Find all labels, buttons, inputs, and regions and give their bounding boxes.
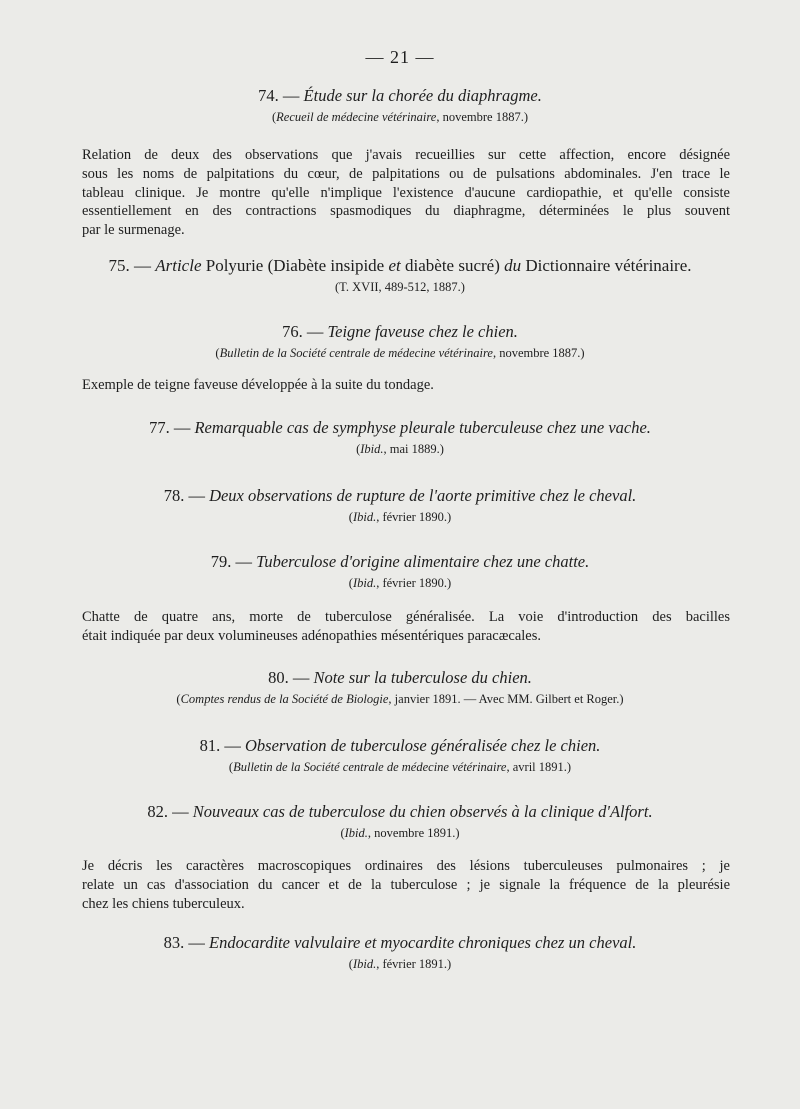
entry-title [0, 322, 800, 342]
entry-source: (Ibid., novembre 1891.) [340, 826, 460, 840]
entry-title-text: Remarquable cas de symphyse pleurale tuberculeuse chez une vache. [194, 418, 651, 437]
entry-74-body [82, 146, 730, 240]
page-number: — 21 — [365, 47, 435, 67]
body-line: sous les noms de palpitations du cœur, de palpitations ou de pulsations abdominales. J'en trace le [82, 165, 730, 182]
entry-76 [0, 322, 800, 361]
entry-title-text: Nouveaux cas de tuberculose du chien observés à la clinique d'Alfort. [192, 802, 653, 821]
entry-title: 75. — Article Polyurie (Diabète insipide et diabète sucré) du Dictionnaire vétérinaire. [108, 256, 692, 275]
entry-source: (Ibid., février 1891.) [348, 957, 452, 971]
entry-80 [0, 668, 800, 707]
body-line: tableau clinique. Je montre qu'elle n'implique l'existence d'aucune cardiopathie, et qu'elle consiste [82, 184, 730, 201]
entry-source: (Recueil de médecine vétérinaire, novembre 1887.) [271, 110, 529, 124]
entry-76-body [82, 376, 730, 395]
entry-source: (Ibid., mai 1889.) [356, 442, 444, 456]
entry-79-body [82, 608, 730, 646]
entry-title-text: Teigne faveuse chez le chien. [327, 322, 518, 341]
entry-74 [0, 86, 800, 125]
entry-title [0, 418, 800, 438]
entry-number: 77. — [149, 418, 191, 437]
entry-title-text: Note sur la tuberculose du chien. [313, 668, 532, 687]
body-line: Relation de deux des observations que j'avais recueillies sur cette affection, encore désignée [82, 147, 730, 163]
entry-source: (Comptes rendus de la Société de Biologie, janvier 1891. — Avec MM. Gilbert et Roger.) [176, 692, 624, 706]
entry-number: 74. — [258, 86, 300, 105]
entry-title [0, 86, 800, 106]
entry-78 [0, 486, 800, 525]
body-line: par le surmenage. [82, 222, 185, 239]
entry-title [0, 802, 800, 822]
entry-number: 76. — [282, 322, 324, 341]
entry-77 [0, 418, 800, 457]
body-line: relate un cas d'association du cancer et de la tuberculose ; je signale la fréquence de la pleurésie [82, 876, 730, 893]
entry-number: 80. — [268, 668, 310, 687]
entry-title [0, 486, 800, 506]
entry-title [0, 933, 800, 953]
entry-source: (T. XVII, 489-512, 1887.) [335, 280, 465, 294]
entry-82-body [82, 857, 730, 913]
entry-82 [0, 802, 800, 841]
entry-title [0, 668, 800, 688]
entry-number: 75. — [108, 256, 151, 275]
entry-source: (Ibid., février 1890.) [348, 576, 452, 590]
body-line: Chatte de quatre ans, morte de tuberculose généralisée. La voie d'introduction des bacilles [82, 609, 730, 625]
entry-number: 82. — [147, 802, 189, 821]
entry-title-text: Tuberculose d'origine alimentaire chez une chatte. [256, 552, 590, 571]
entry-81 [0, 736, 800, 775]
body-line: Exemple de teigne faveuse développée à la suite du tondage. [82, 377, 434, 393]
entry-title-text: Étude sur la chorée du diaphragme. [303, 86, 542, 105]
entry-title [0, 552, 800, 572]
entry-75 [0, 256, 800, 295]
entry-79 [0, 552, 800, 591]
entry-83 [0, 933, 800, 972]
entry-number: 83. — [163, 933, 205, 952]
entry-title-text: Observation de tuberculose généralisée chez le chien. [244, 736, 601, 755]
entry-title-text: Deux observations de rupture de l'aorte primitive chez le cheval. [209, 486, 637, 505]
entry-title-text: Endocardite valvulaire et myocardite chroniques chez un cheval. [209, 933, 637, 952]
entry-number: 78. — [163, 486, 205, 505]
entry-source: (Bulletin de la Société centrale de médecine vétérinaire, avril 1891.) [228, 760, 572, 774]
body-line: chez les chiens tuberculeux. [82, 895, 245, 912]
body-line: était indiquée par deux volumineuses adénopathies mésentériques paracæcales. [82, 627, 542, 644]
body-line: Je décris les caractères macroscopiques ordinaires des lésions tuberculeuses pulmonaires ; je [82, 858, 730, 874]
entry-number: 81. — [199, 736, 241, 755]
entry-source: (Bulletin de la Société centrale de médecine vétérinaire, novembre 1887.) [215, 346, 585, 360]
entry-source: (Ibid., février 1890.) [348, 510, 452, 524]
entry-number: 79. — [210, 552, 252, 571]
body-line: essentiellement en des contractions spasmodiques du diaphragme, déterminées le plus souvent [82, 203, 730, 220]
entry-title [0, 736, 800, 756]
